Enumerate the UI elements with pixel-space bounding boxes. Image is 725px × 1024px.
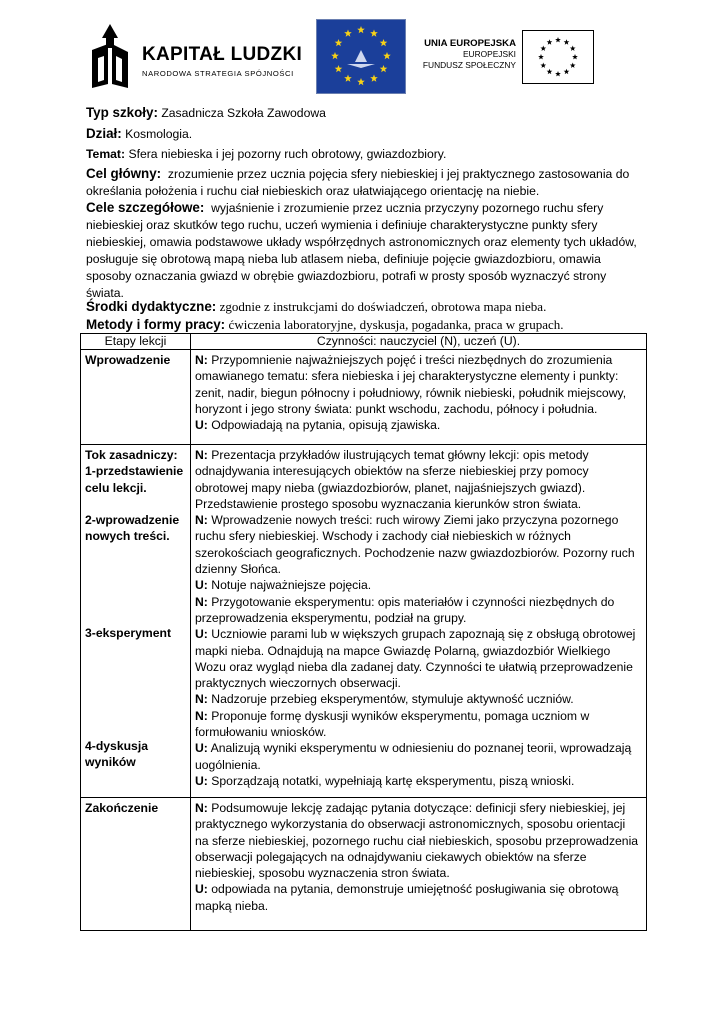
activity-text: Uczniowie parami lub w większych grupach zapoznają się z obsługą obrotowej mapki nieba. Odnajdują na mapce Gwiazdę Polarną, gwiazdozbiór Wielkiego Wozu oraz wygląd nieba dla zadanej daty. Czynności te ułatwią przeprowadzenie praktycznych wieczornych obserwacji.	[195, 627, 636, 691]
activity-who: U:	[195, 627, 208, 642]
eu-star-icon	[572, 54, 578, 59]
stage-cell-intro	[81, 350, 191, 445]
eu-star-icon	[370, 75, 378, 82]
activities-cell-intro	[191, 350, 647, 445]
stage-main-2: 2-wprowadzenie nowych treści.	[85, 513, 180, 544]
kapital-ludzki-emblem-icon	[88, 22, 132, 90]
activity-text: Podsumowuje lekcję zadając pytania dotyczące: definicji sfery niebieskiej, jej praktycznego wykorzystania do obserwacji astronomicznych, sposobu orientacji na sferze niebieskiej, pozornego ruchu ciał niebieskich, sposobu przeprowadzenia obserwacji polegających na odnajdywaniu ciekawych obiektów na sferze niebieskiej, sposobu wyznaczenia stron świata.	[195, 801, 639, 881]
eu-star-icon	[357, 78, 365, 85]
eu-star-icon	[540, 46, 546, 51]
eu-star-icon	[555, 71, 561, 76]
activity-item	[195, 594, 642, 627]
table-row-main	[81, 445, 647, 798]
activity-who: U:	[195, 882, 208, 897]
eu-star-icon	[357, 26, 365, 33]
stage-main-4: 4-dyskusja wyników	[85, 739, 149, 770]
eu-text-block	[418, 38, 516, 71]
section-value: Kosmologia.	[125, 127, 193, 141]
activity-who: N:	[195, 594, 208, 609]
logo-title: KAPITAŁ LUDZKI	[142, 44, 303, 65]
school-type-label: Typ szkoły:	[86, 105, 158, 120]
activity-text: Sporządzają notatki, wypełniają kartę eksperymentu, piszą wnioski.	[211, 773, 575, 788]
eu-program-emblem	[316, 19, 406, 94]
detailed-goals-value: wyjaśnienie i zrozumienie przez ucznia przyczyny pozornego ruchu sfery niebieskiej oraz skutków tego ruchu, uczeń wymienia i definiuje charakterystyczne punkty sfery niebieskiej, omawia podstawowe układy współrzędnych astronomicznych oraz elementy tych układów, posługuje się obrotową mapą nieba lub atlasem nieba, definiuje pojęcie gwiazdozbioru, omawia sposoby oznaczania gwiazd w obrębie gwiazdozbioru, potrafi w prosty sposób wyznaczyć strony świata.	[86, 201, 637, 300]
activity-text: Nadzoruje przebieg eksperymentów, stymuluje aktywność uczniów.	[211, 692, 574, 707]
ue-line-3: FUNDUSZ SPOŁECZNY	[422, 60, 516, 70]
activities-cell-end	[191, 798, 647, 931]
eu-flag	[522, 30, 594, 84]
activity-item	[195, 691, 642, 707]
main-goal-value: zrozumienie przez ucznia pojęcia sfery niebieskiej i jej praktycznego zastosowania do określania położenia i ruchu ciał niebieskich oraz ułatwiającego orientację na niebie.	[86, 167, 630, 198]
activity-who: N:	[195, 692, 208, 707]
activity-text: Analizują wyniki eksperymentu w odniesieniu do poznanej teorii, wprowadzają uogólnienia.	[195, 741, 632, 772]
eu-star-icon	[555, 37, 561, 42]
stage-intro: Wprowadzenie	[85, 353, 171, 367]
activity-item	[195, 773, 642, 789]
stage-cell-end	[81, 798, 191, 931]
eu-star-icon	[331, 52, 339, 59]
eu-star-icon	[564, 69, 570, 74]
methods-value: ćwiczenia laboratoryjne, dyskusja, pogadanka, praca w grupach.	[228, 317, 564, 332]
school-type-value: Zasadnicza Szkoła Zawodowa	[161, 106, 326, 120]
eu-star-icon	[564, 39, 570, 44]
eu-star-icon	[335, 65, 343, 72]
kapital-ludzki-logo	[88, 22, 303, 90]
activity-text: Notuje najważniejsze pojęcia.	[211, 578, 372, 593]
methods-label: Metody i formy pracy:	[86, 317, 226, 332]
eu-star-icon	[380, 39, 388, 46]
activity-item	[195, 800, 642, 881]
activity-item	[195, 881, 642, 914]
eu-star-icon	[538, 54, 544, 59]
main-goal-paragraph	[86, 165, 646, 200]
table-header-row	[81, 334, 647, 350]
activity-who: U:	[195, 418, 208, 433]
eu-flag-stars-icon	[523, 31, 593, 83]
eu-star-icon	[547, 69, 553, 74]
logo-subtitle: NARODOWA STRATEGIA SPÓJNOŚCI	[142, 69, 294, 78]
activity-who: N:	[195, 801, 208, 815]
activity-text: Wprowadzenie nowych treści: ruch wirowy Ziemi jako przyczyna pozornego ruchu sfery niebieskiej. Wschody i zachody ciał niebieskich w różnych szerokościach geograficznych. Pochodzenie nazw gwiazdozbiorów. Pozorny ruch dzienny Słońca.	[195, 513, 635, 577]
eu-stars-icon	[317, 20, 405, 93]
stage-cell-main	[81, 445, 191, 798]
activity-text: odpowiada na pytania, demonstruje umiejętność posługiwania się obrotową mapką nieba.	[195, 882, 619, 913]
section-line	[86, 125, 646, 143]
activity-item	[195, 708, 642, 741]
eu-star-icon	[570, 63, 576, 68]
activity-who: N:	[195, 448, 208, 462]
section-label: Dział:	[86, 126, 122, 141]
detailed-goals-paragraph	[86, 199, 646, 302]
stage-end: Zakończenie	[85, 801, 159, 815]
activity-text: Przygotowanie eksperymentu: opis materiałów i czynności niezbędnych do przeprowadzenia eksperymentu, podział na grupy.	[195, 594, 615, 625]
activity-who: N:	[195, 353, 208, 367]
methods-line	[86, 316, 646, 334]
table-row-end	[81, 798, 647, 931]
activity-item	[195, 577, 642, 593]
aids-label: Środki dydaktyczne:	[86, 299, 217, 314]
eu-star-icon	[383, 52, 391, 59]
stage-main-1: Tok zasadniczy: 1-przedstawienie celu lekcji.	[85, 448, 184, 495]
detailed-goals-label: Cele szczegółowe:	[86, 200, 205, 215]
topic-line	[86, 146, 646, 163]
eu-star-icon	[370, 29, 378, 36]
activity-text: Proponuje formę dyskusji wyników eksperymentu, pomaga uczniom w formułowaniu wniosków.	[195, 708, 590, 740]
activity-text: Odpowiadają na pytania, opisują zjawiska.	[211, 418, 441, 433]
eu-star-icon	[335, 39, 343, 46]
activity-who: U:	[195, 741, 208, 756]
activity-who: N:	[195, 708, 208, 723]
main-goal-label: Cel główny:	[86, 166, 162, 181]
school-type-line	[86, 104, 646, 122]
topic-label: Temat:	[86, 147, 126, 161]
activity-item	[195, 740, 642, 773]
aids-value: zgodnie z instrukcjami do doświadczeń, obrotowa mapa nieba.	[219, 299, 547, 314]
activity-item	[195, 512, 642, 577]
ue-line-1: UNIA EUROPEJSKA	[424, 38, 516, 49]
topic-value: Sfera niebieska i jej pozorny ruch obrotowy, gwiazdozbiory.	[128, 147, 447, 161]
activity-item	[195, 352, 642, 417]
activity-text: Prezentacja przykładów ilustrujących temat główny lekcji: opis metody odnajdywania interesujących obiektów na sferze niebieskiej przy pomocy obrotowej mapy nieba (gwiazdozbiorów, planet, najjaśniejszych gwiazd). Przedstawienie prostego sposobu wyznaczania kierunków stron świata.	[195, 448, 589, 511]
ue-line-2: EUROPEJSKI	[462, 49, 516, 59]
activity-who: U:	[195, 578, 208, 593]
eu-star-icon	[540, 63, 546, 68]
column-header-activities: Czynności: nauczyciel (N), uczeń (U).	[191, 334, 647, 350]
stage-main-3: 3-eksperyment	[85, 626, 172, 640]
table-row-intro	[81, 350, 647, 445]
eu-star-icon	[547, 39, 553, 44]
activity-who: U:	[195, 773, 208, 788]
activity-item	[195, 447, 642, 512]
eu-star-icon	[570, 46, 576, 51]
eu-star-icon	[344, 75, 352, 82]
activity-item	[195, 417, 642, 433]
column-header-stage: Etapy lekcji	[81, 334, 191, 350]
activity-who: N:	[195, 513, 208, 528]
activities-cell-main	[191, 445, 647, 798]
activity-text: Przypomnienie najważniejszych pojęć i treści niezbędnych do zrozumienia omawianego tematu: sfera niebieska i jej charakterystyczne elementy i punkty: zenit, nadir, biegun północny i południowy, równik niebieski, południk miejscowy, horyzont i jego strony świata: punkt wschodu, zachodu, północy i południa.	[195, 353, 627, 416]
lesson-table	[80, 333, 647, 931]
aids-line	[86, 298, 646, 316]
eu-star-icon	[344, 29, 352, 36]
activity-item	[195, 626, 642, 691]
eu-star-icon	[380, 65, 388, 72]
